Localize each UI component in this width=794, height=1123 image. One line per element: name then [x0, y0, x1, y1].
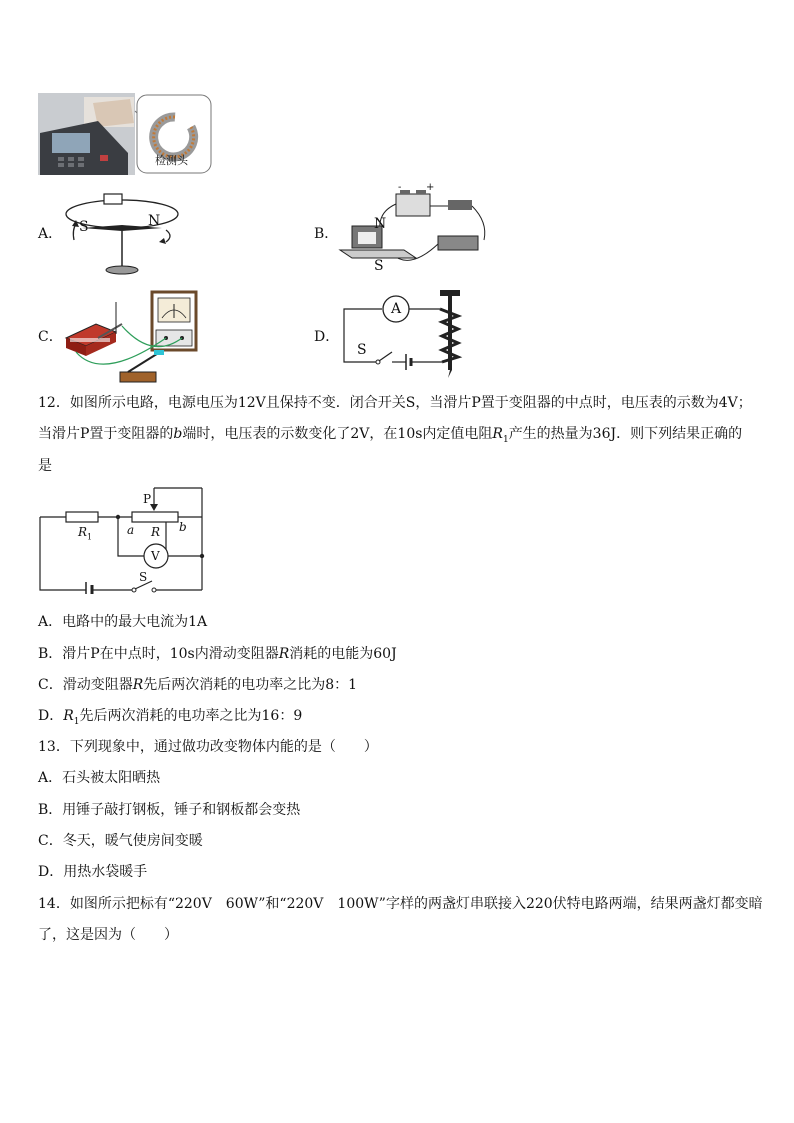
- r1-label: $R_1$: [78, 525, 93, 542]
- q13-option-c: C．冬天，暖气使房间变暖: [38, 833, 203, 849]
- option-c-label: C．: [38, 329, 63, 345]
- q12-circuit-diagram: [36, 484, 208, 594]
- q13-option-b: B．用锤子敲打钢板，锤子和钢板都会变热: [38, 802, 301, 818]
- option-b-label: B．: [314, 226, 339, 242]
- switch-label: S: [139, 570, 148, 584]
- battery-minus-label: -: [398, 182, 402, 193]
- q13-question: 13．下列现象中，通过做功改变物体内能的是（ ）: [38, 739, 378, 755]
- q12-option-c: C．滑动变阻器R先后两次消耗的电功率之比为8：1: [38, 677, 358, 693]
- q12-line-3: 是: [38, 458, 52, 474]
- option-d-label: D．: [314, 329, 340, 345]
- q14-line-1: 14．如图所示把标有“220V 60W”和“220V 100W”字样的两盏灯串联接入220伏特电路两端，结果两盏灯都变暗: [38, 896, 763, 912]
- q12-var-b: b: [173, 426, 183, 442]
- option-c-induction-figure: [62, 290, 204, 386]
- option-a-compass-figure: [62, 188, 190, 276]
- q12-var-r: R: [492, 426, 503, 442]
- q14-line-2: 了，这是因为（ ）: [38, 927, 178, 943]
- switch-s-label: S: [357, 342, 367, 358]
- option-b-motor-circuit-figure: [338, 182, 490, 278]
- q12-option-b: B．滑片P在中点时，10s内滑动变阻器R消耗的电能为60J: [38, 646, 397, 662]
- ammeter-label: A: [391, 301, 402, 317]
- q12-option-a: A．电路中的最大电流为1A: [38, 614, 208, 630]
- q12-option-d: D．$R_1$先后两次消耗的电功率之比为16：9: [38, 708, 303, 727]
- q12-line-1: 12．如图所示电路，电源电压为12V且保持不变．闭合开关S，当滑片P置于变阻器的中点时，电压表的示数为4V；: [38, 395, 752, 411]
- q13-option-a: A．石头被太阳晒热: [38, 770, 161, 786]
- option-d-electromagnet-figure: [340, 288, 472, 380]
- voltmeter-label: V: [151, 549, 160, 563]
- motor-n-label: N: [374, 216, 387, 232]
- slider-p-label: P: [143, 492, 152, 506]
- option-a-label: A．: [38, 226, 63, 242]
- detector-head-label: 检测头: [155, 155, 188, 167]
- terminal-a-label: a: [127, 523, 135, 537]
- battery-plus-label: +: [426, 182, 435, 193]
- q12-line-2: 当滑片P置于变阻器的b端时，电压表的示数变化了2V，在10s内定值电阻$R_1$产生的热量为36J．则下列结果正确的: [38, 426, 743, 445]
- rheostat-r-label: R: [151, 525, 161, 539]
- compass-n-label: N: [148, 213, 161, 229]
- terminal-b-label: b: [179, 520, 187, 534]
- card-reader-figure: [38, 93, 213, 175]
- q13-option-d: D．用热水袋暖手: [38, 864, 148, 880]
- compass-s-label: S: [79, 219, 89, 235]
- motor-s-label: S: [374, 258, 384, 274]
